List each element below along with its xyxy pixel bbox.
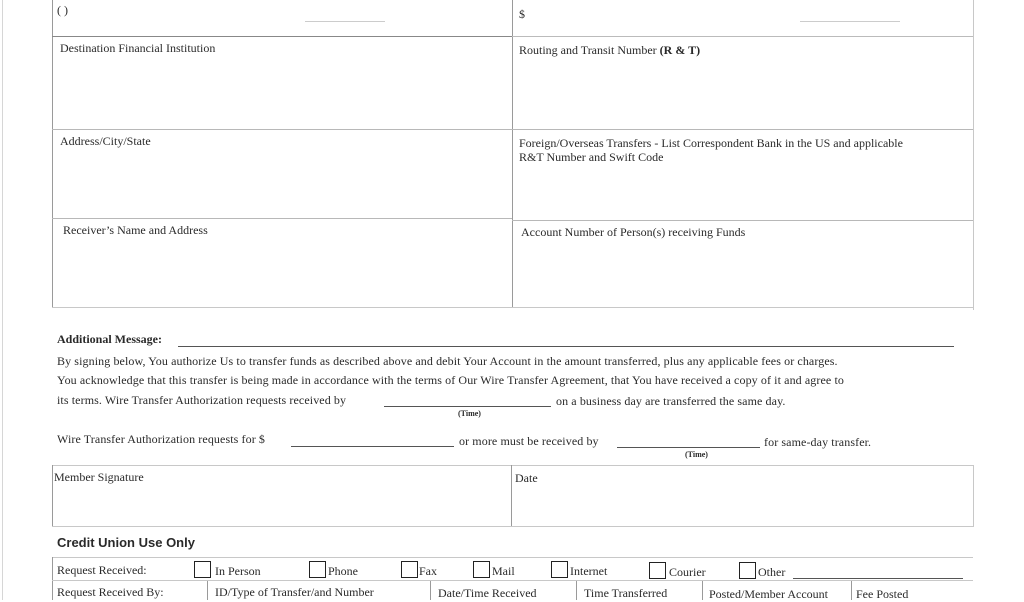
col-time-transferred: Time Transferred: [584, 586, 668, 600]
request-received-by-label: Request Received By:: [57, 585, 164, 599]
destination-institution-label: Destination Financial Institution: [60, 41, 216, 55]
internet-label: Internet: [570, 564, 608, 578]
in-person-label: In Person: [215, 564, 261, 578]
form-right-border: [973, 0, 974, 310]
account-number-label: Account Number of Person(s) receiving Funds: [521, 225, 746, 239]
authorization-text-line2: You acknowledge that this transfer is being made in accordance with the terms of Our Wire Transfer Agreement, that You have received a copy of it and agree to: [57, 373, 844, 387]
row-divider-1-left: [52, 36, 512, 37]
address-label: Address/City/State: [60, 134, 151, 148]
other-label: Other: [758, 565, 786, 579]
phone-label: Phone: [328, 564, 358, 578]
phone-field-placeholder: ( ): [57, 3, 68, 17]
row-divider-3-left: [52, 218, 512, 219]
cu-col-divider-5: [851, 581, 852, 600]
foreign-transfer-label-line1: Foreign/Overseas Transfers - List Correspondent Bank in the US and applicable: [519, 136, 903, 150]
col-id-type: ID/Type of Transfer/and Number: [215, 585, 374, 599]
same-day-text-a: Wire Transfer Authorization requests for $: [57, 432, 266, 446]
authorization-text-line1: By signing below, You authorize Us to transfer funds as described above and debit Your Account in the amount transferred, plus any applicable fees or charges.: [57, 354, 838, 368]
cu-table-left-border: [52, 557, 53, 600]
cu-col-divider-2: [430, 581, 431, 600]
foreign-transfer-input[interactable]: [513, 166, 973, 216]
scan-edge: [2, 0, 3, 600]
routing-number-input[interactable]: [513, 40, 973, 128]
same-day-amount-input[interactable]: [291, 446, 454, 447]
internet-checkbox[interactable]: [551, 561, 568, 578]
mail-checkbox[interactable]: [473, 561, 490, 578]
destination-institution-input[interactable]: [52, 40, 512, 128]
col-fee-posted: Fee Posted: [856, 587, 909, 601]
signature-bottom-border: [52, 526, 973, 527]
fax-label: Fax: [419, 564, 437, 578]
other-checkbox[interactable]: [739, 562, 756, 579]
courier-checkbox[interactable]: [649, 562, 666, 579]
member-signature-input[interactable]: [53, 486, 510, 524]
cu-col-divider-1: [207, 581, 208, 600]
foreign-transfer-label-line2: R&T Number and Swift Code: [519, 150, 664, 164]
phone-checkbox[interactable]: [309, 561, 326, 578]
same-day-text-c: for same-day transfer.: [764, 435, 872, 449]
other-input[interactable]: [793, 578, 963, 579]
authorization-text-line3a: its terms. Wire Transfer Authorization requests received by: [57, 393, 347, 407]
request-received-label: Request Received:: [57, 563, 147, 577]
row-divider-2-left: [52, 129, 512, 130]
cu-row-divider: [52, 580, 973, 581]
account-number-input[interactable]: [513, 242, 973, 306]
amount-dollar-sign: $: [519, 7, 525, 21]
signature-date-label: Date: [515, 471, 538, 485]
col-date-time-received: Date/Time Received: [438, 586, 537, 600]
courier-label: Courier: [669, 565, 706, 579]
cu-col-divider-3: [576, 581, 577, 600]
address-input[interactable]: [52, 132, 512, 216]
signature-right-border: [973, 465, 974, 527]
receiver-label: Receiver’s Name and Address: [63, 223, 208, 237]
row-divider-2-right: [512, 129, 973, 130]
amount-underline: [800, 21, 900, 22]
signature-date-input[interactable]: [513, 486, 971, 524]
signature-center-divider: [511, 465, 512, 527]
receiver-input[interactable]: [52, 240, 512, 306]
row-divider-3-right: [512, 220, 973, 221]
in-person-checkbox[interactable]: [194, 561, 211, 578]
cutoff-time-input[interactable]: [384, 406, 551, 407]
phone-underline: [305, 21, 385, 22]
col-posted-member-account: Posted/Member Account: [709, 587, 828, 601]
mail-label: Mail: [492, 564, 515, 578]
additional-message-label: Additional Message:: [57, 332, 162, 346]
row-divider-4: [52, 307, 973, 308]
signature-top-border: [52, 465, 973, 466]
same-day-time-input[interactable]: [617, 447, 760, 448]
row-divider-1-right: [512, 36, 973, 37]
credit-union-heading: Credit Union Use Only: [57, 535, 195, 550]
additional-message-input[interactable]: [178, 346, 954, 347]
cu-table-top-border: [52, 557, 973, 558]
authorization-text-line3b: on a business day are transferred the same day.: [556, 394, 786, 408]
routing-abbr: (R & T): [659, 43, 701, 57]
same-day-text-b: or more must be received by: [459, 434, 599, 448]
cu-col-divider-4: [702, 581, 703, 600]
cutoff-time-hint: (Time): [458, 409, 481, 418]
same-day-time-hint: (Time): [685, 450, 708, 459]
routing-number-label: Routing and Transit Number (R & T): [519, 43, 701, 57]
fax-checkbox[interactable]: [401, 561, 418, 578]
member-signature-label: Member Signature: [54, 470, 144, 484]
